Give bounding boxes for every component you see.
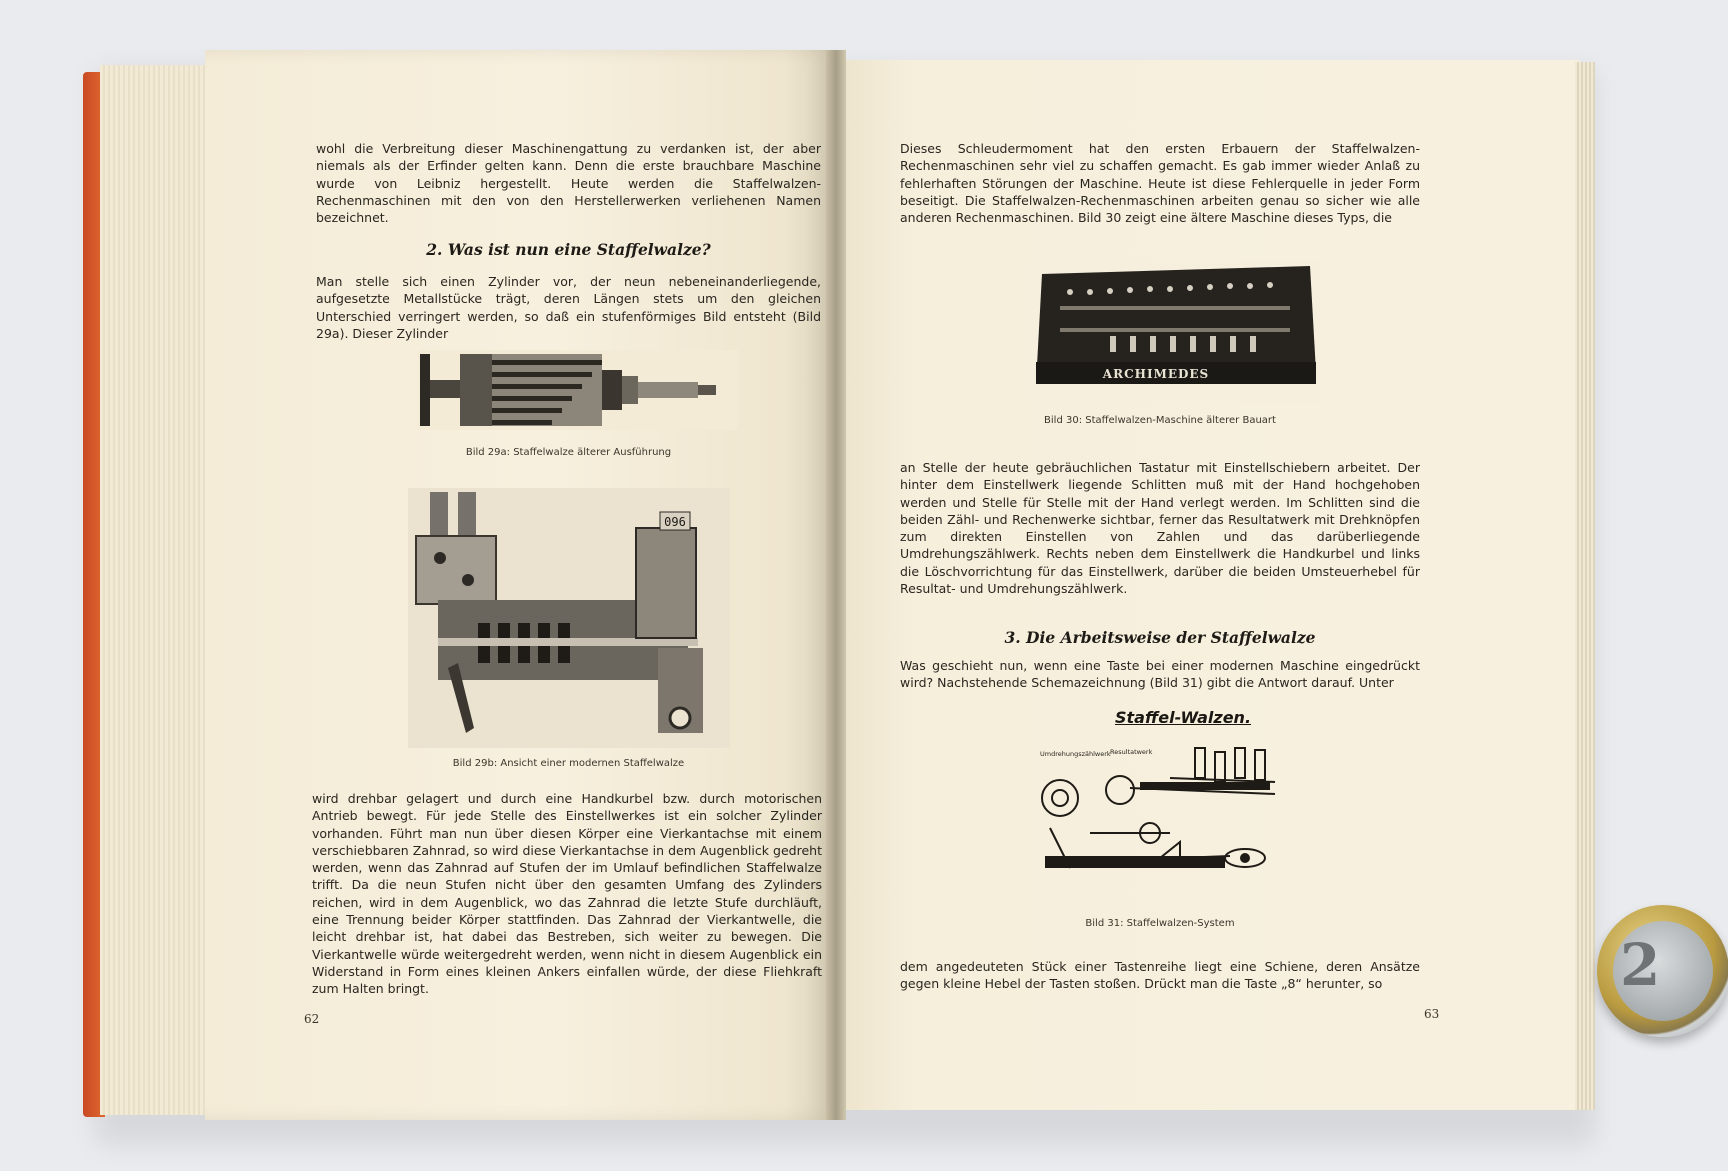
left-paragraph-3: wird drehbar gelagert und durch eine Handkurbel bzw. durch motorischen Antrieb bewegt. Für jede Stelle des Einstellwerkes ist ein solcher Zylinder vorhanden. Führt man nun über diesen Körper eine Vierkantachse mit einem verschiebbaren Zahnrad, so wird diese Vierkantachse in dem Augenblick gedreht werden, wenn das Zahnrad auf Stufen der im Umlauf befindlichen Staffelwalze trifft. Da die neun Stufen nicht über den gesamten Umfang des Zylinders reichen, wird in dem Augenblick, wo das Zahnrad die letzte Stufe durchläuft, eine Trennung beider Körper stattfinden. Das Zahnrad der Vierkantwelle, die leicht drehbar ist, hat dabei das Bestreben, sich weiter zu bewegen. Die Vierkantwelle würde weitergedreht werden, wenn nicht in diesem Augenblick ein Widerstand in Form eines kleinen Ankers einfallen würde, der diese Fliehkraft zum Halten bringt. (312, 791, 822, 997)
euro-coin-value: 2 (1620, 931, 1661, 999)
diagram-label-1: Umdrehungszählwerk (1040, 750, 1111, 758)
diagram-label-2: Resultatwerk (1110, 748, 1153, 756)
left-page-stack (100, 65, 210, 1115)
page-number-left: 62 (304, 1012, 320, 1026)
caption-29a: Bild 29a: Staffelwalze älterer Ausführung (465, 447, 672, 458)
page-number-right: 63 (1424, 1007, 1440, 1021)
left-paragraph-1: wohl die Verbreitung dieser Maschinengattung zu verdanken ist, der aber niemals als der Erfinder gelten kann. Denn die erste brauchbare Maschine wurde von Leibniz hergestellt. Heute werden die Staffelwalzen-Rechenmaschinen mit den von den Herstellerwerken verliehenen Namen bezeichnet. (316, 141, 821, 226)
right-paragraph-1: Dieses Schleudermoment hat den ersten Erbauern der Staffelwalzen-Rechenmaschinen sehr viel zu schaffen gemacht. Es gab immer wieder Anlaß zu fehlerhaften Störungen der Maschine. Heute ist diese Fehlerquelle in jeder Form beseitigt. Die Staffelwalzen-Rechenmaschinen arbeiten genau so sicher wie alle anderen Rechenmaschinen. Bild 30 zeigt eine ältere Maschine dieses Typs, die (900, 141, 1420, 226)
archimedes-machine-figure (1030, 262, 1320, 402)
staffelwalzen-diagram (1030, 708, 1280, 878)
staffelwalze-modern-figure (408, 488, 730, 748)
staffelwalze-old-figure (418, 350, 738, 430)
diagram-drawing (1030, 738, 1280, 878)
figure-29b-label: 096 (664, 515, 686, 529)
book-gutter (826, 50, 846, 1120)
caption-29b: Bild 29b: Ansicht einer modernen Staffelwalze (452, 758, 685, 769)
right-paragraph-3: Was geschieht nun, wenn eine Taste bei einer modernen Maschine eingedrückt wird? Nachstehende Schemazeichnung (Bild 31) gibt die Antwort darauf. Unter (900, 658, 1420, 691)
caption-31: Bild 31: Staffelwalzen-System (1085, 918, 1235, 929)
right-page-stack (1575, 62, 1595, 1110)
left-paragraph-2: Man stelle sich einen Zylinder vor, der neun nebeneinanderliegende, aufgesetzte Metallstücke trägt, deren Längen stets um den gleichen Unterschied verringert werden, so daß ein stufenförmiges Bild entsteht (Bild 29a). Dieser Zylinder (316, 274, 821, 341)
caption-30: Bild 30: Staffelwalzen-Maschine älterer Bauart (1044, 415, 1276, 426)
right-heading: 3. Die Arbeitsweise der Staffelwalze (1004, 628, 1316, 647)
right-paragraph-2: an Stelle der heute gebräuchlichen Tastatur mit Einstellschiebern arbeitet. Der hinter dem Einstellwerk liegende Schlitten muß mit der Hand hochgehoben werden und Stelle für Stelle mit der Hand verlegt werden. Im Schlitten sind die beiden Zähl- und Rechenwerke sichtbar, ferner das Resultatwerk mit Drehknöpfen zum direkten Einstellen von Zahlen und das darüberliegende Umdrehungszählwerk. Rechts neben dem Einstellwerk die Handkurbel und links die Löschvorrichtung für das Einstellwerk, darüber die beiden Umsteuerhebel für Resultat- und Umdrehungszählwerk. (900, 460, 1420, 597)
left-heading: 2. Was ist nun eine Staffelwalze? (426, 240, 711, 259)
diagram-title: Staffel-Walzen. (1115, 708, 1252, 727)
right-paragraph-4: dem angedeuteten Stück einer Tastenreihe liegt eine Schiene, deren Ansätze gegen kleine Hebel der Tasten stoßen. Drückt man die Taste „8“ herunter, so (900, 959, 1420, 992)
machine-label: ARCHIMEDES (1102, 367, 1210, 381)
